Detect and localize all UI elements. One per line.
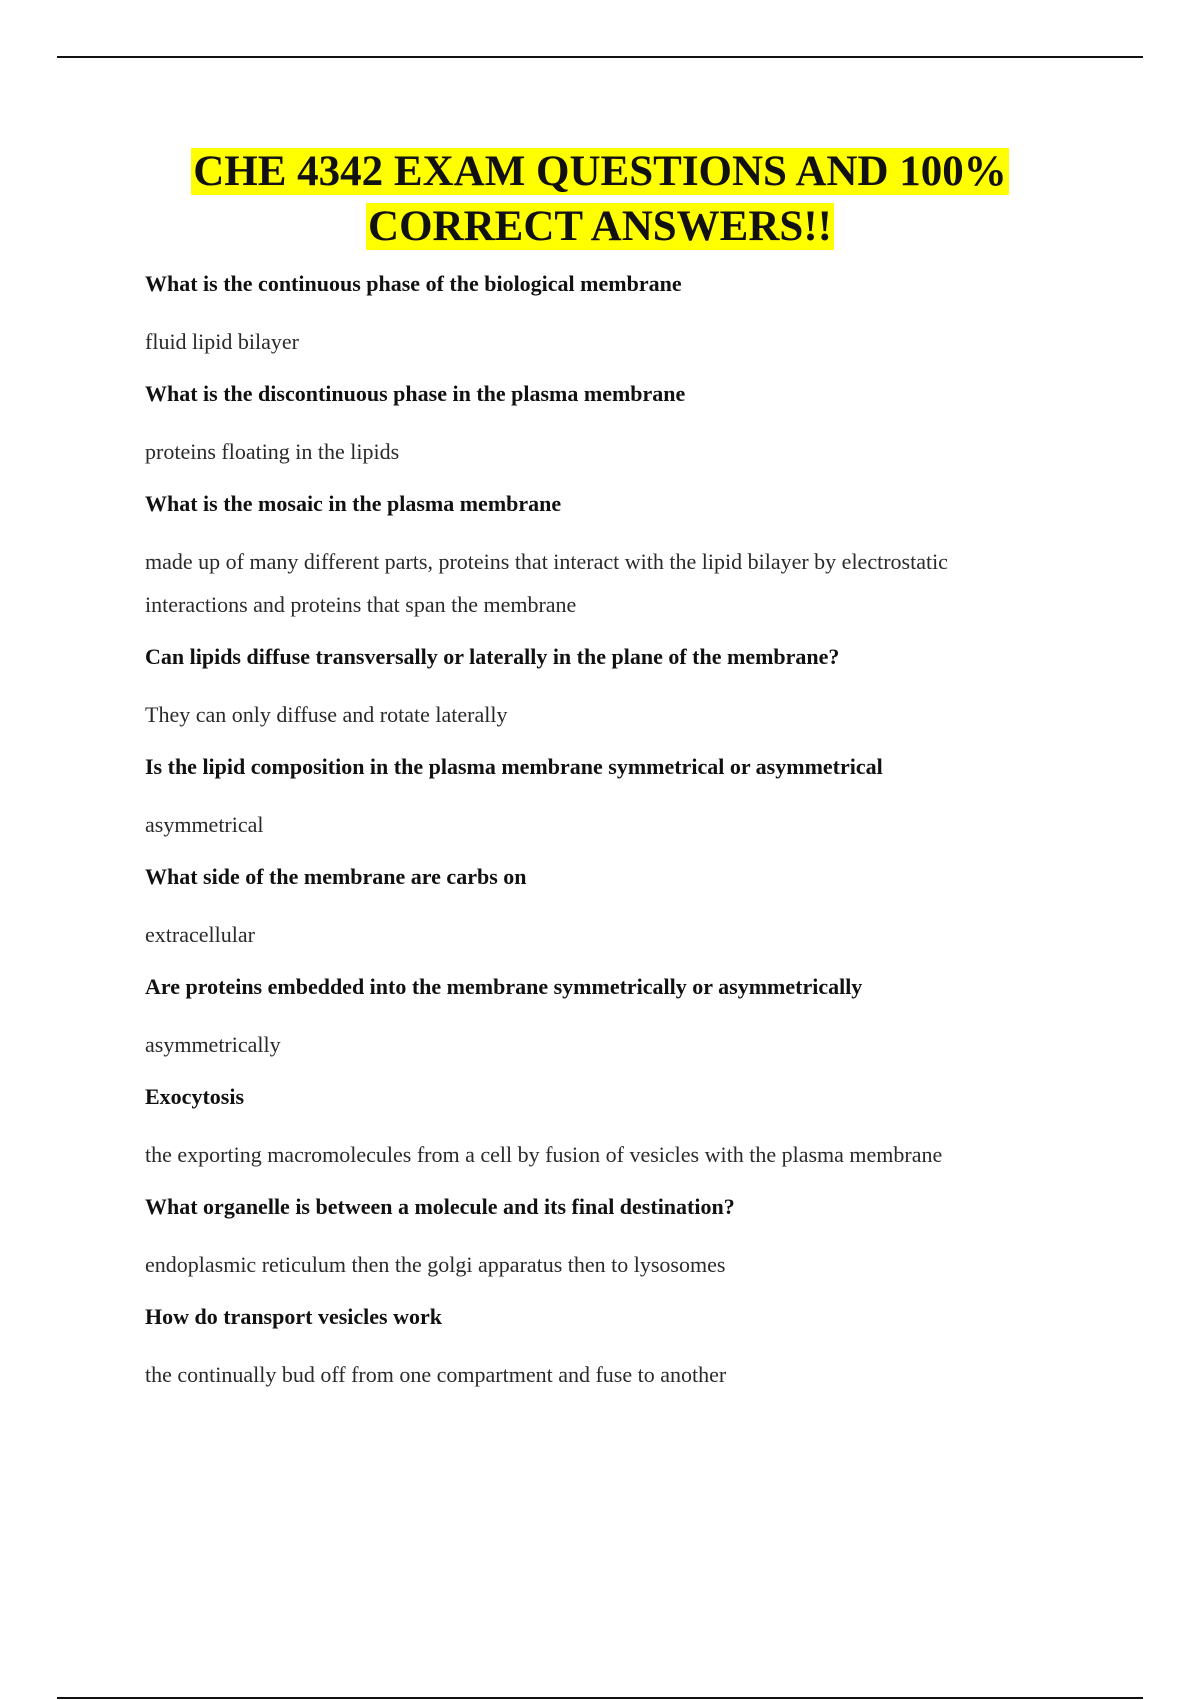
qa-item	[145, 1301, 1045, 1396]
qa-item	[145, 751, 1045, 846]
qa-item	[145, 488, 1045, 626]
answer: endoplasmic reticulum then the golgi apparatus then to lysosomes	[145, 1252, 726, 1277]
question: Exocytosis	[145, 1084, 244, 1109]
question: What organelle is between a molecule and its final destination?	[145, 1194, 735, 1219]
answer: extracellular	[145, 922, 255, 947]
question: What side of the membrane are carbs on	[145, 864, 527, 889]
qa-item	[145, 268, 1045, 363]
answer: fluid lipid bilayer	[145, 329, 299, 354]
qa-item	[145, 971, 1045, 1066]
qa-list	[145, 268, 1045, 1411]
top-rule	[57, 56, 1143, 58]
answer: the continually bud off from one compartment and fuse to another	[145, 1362, 727, 1387]
question: What is the discontinuous phase in the plasma membrane	[145, 381, 686, 406]
answer: asymmetrically	[145, 1032, 281, 1057]
question: How do transport vesicles work	[145, 1304, 442, 1329]
answer: asymmetrical	[145, 812, 264, 837]
answer: made up of many different parts, proteins that interact with the lipid bilayer by electrostatic interactions and proteins that span the membrane	[145, 549, 948, 617]
qa-item	[145, 861, 1045, 956]
question: What is the continuous phase of the biological membrane	[145, 271, 682, 296]
document-title	[0, 144, 1200, 254]
question: Can lipids diffuse transversally or laterally in the plane of the membrane?	[145, 644, 840, 669]
answer: proteins floating in the lipids	[145, 439, 400, 464]
qa-item	[145, 1081, 1045, 1176]
title-line-1: CHE 4342 EXAM QUESTIONS AND 100%	[193, 148, 1007, 195]
answer: the exporting macromolecules from a cell by fusion of vesicles with the plasma membrane	[145, 1142, 943, 1167]
qa-item	[145, 1191, 1045, 1286]
question: What is the mosaic in the plasma membrane	[145, 491, 562, 516]
title-line-2: CORRECT ANSWERS!!	[368, 203, 832, 250]
bottom-rule	[57, 1697, 1143, 1699]
answer: They can only diffuse and rotate laterally	[145, 702, 508, 727]
qa-item	[145, 641, 1045, 736]
qa-item	[145, 378, 1045, 473]
question: Is the lipid composition in the plasma membrane symmetrical or asymmetrical	[145, 754, 883, 779]
question: Are proteins embedded into the membrane symmetrically or asymmetrically	[145, 974, 863, 999]
